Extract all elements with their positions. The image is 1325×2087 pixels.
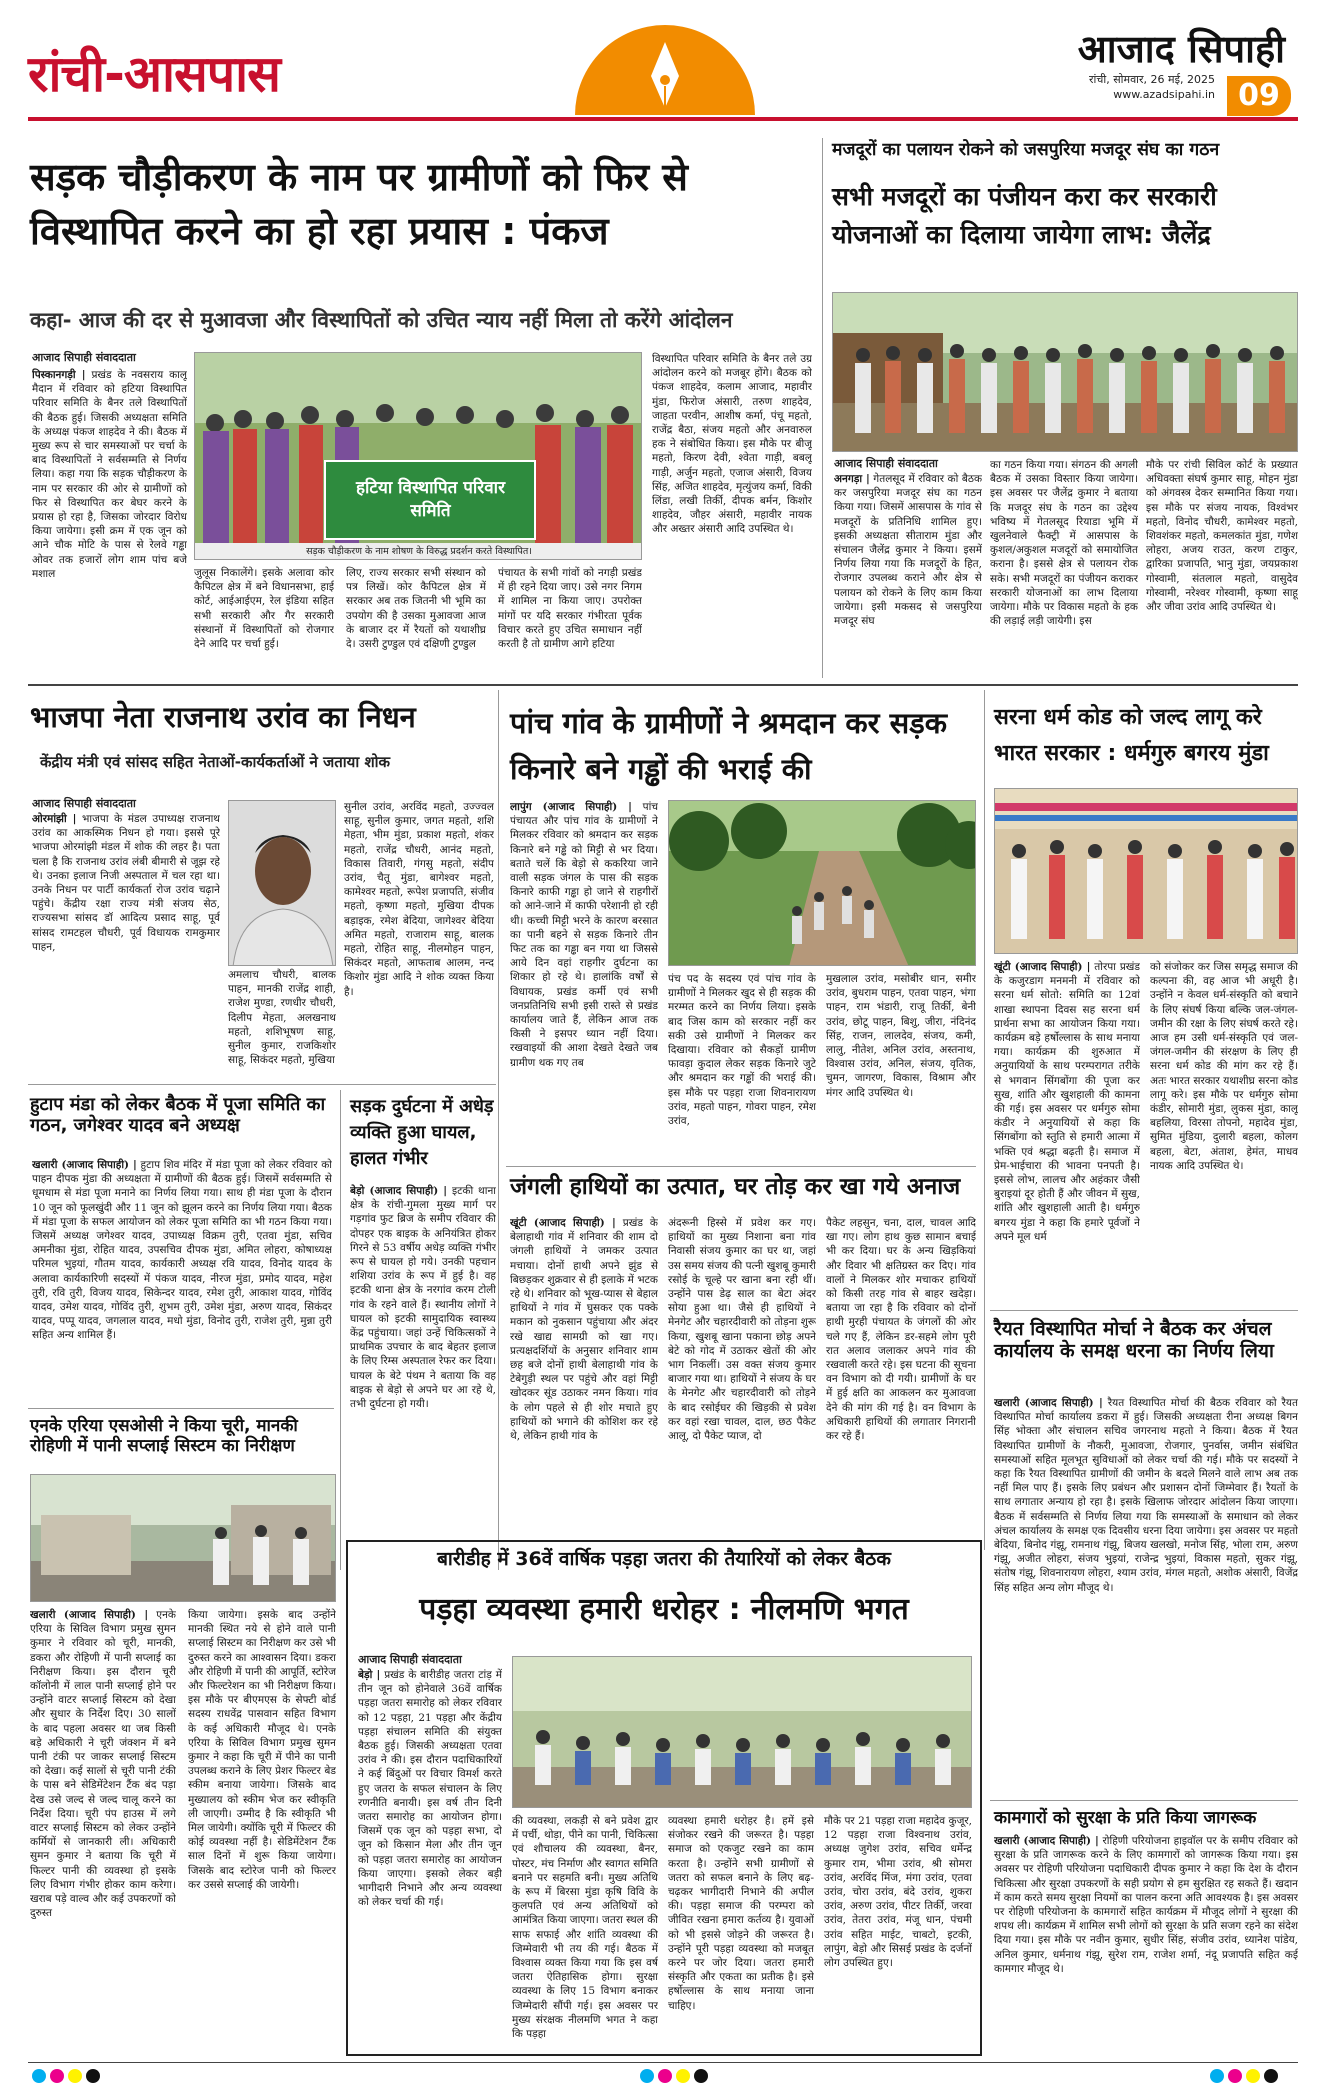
lead-photo-caption: सड़क चौड़ीकरण के नाम शोषण के विरुद्ध प्रदर्शन करते विस्थापित।: [195, 543, 642, 560]
shramdaan-column-1: [510, 800, 658, 1160]
lead-column-3: लिए, राज्य सरकार सभी संस्थान को पत्र लिखें। कोर कैपिटल क्षेत्र में सरकार अब तक जितनी भी भूमि का उपयोग की है उसका मुआवजा आज के बाजार दर में रैयतों को यथाशीघ्र दे। उसरी टुण्डुल एवं दक्षिणी टुण्डुल: [346, 567, 486, 651]
divider: [28, 1408, 334, 1409]
puja-headline: हुटाप मंडा को लेकर बैठक में पूजा समिति का गठन, जगेश्वर यादव बने अध्यक्ष: [30, 1094, 326, 1137]
labour-kicker: मजदूरों का पलायन रोकने को जसपुरिया मजदूर संघ का गठन: [832, 140, 1220, 160]
divider: [990, 1310, 1298, 1311]
shramdaan-column-2: पंच पद के सदस्य एवं पांच गांव के ग्रामीणों ने मिलकर खुद से ही सड़क की मरम्मत करने का निर्णय लिया। इसके बाद जिस काम को सरकार नहीं कर सकी उसे ग्रामीणों ने मिलकर कर दिखाया। रविवार को सैकड़ों ग्रामीण फावड़ा कुदाल लेकर सड़क किनारे जुटे और श्रमदान कर गड्ढों की भराई की। इस मौके पर पड़हा राजा शिवनारायण उरांव, महतो पाहन, गोवरा पाहन, रमेश उरांव,: [668, 973, 816, 1128]
obituary-byline: आजाद सिपाही संवाददाता: [32, 797, 136, 810]
jatra-dateline: बेड़ो |: [358, 1669, 381, 1681]
jatra-headline: पड़हा व्यवस्था हमारी धरोहर : नीलमणि भगत: [419, 1592, 909, 1627]
security-dateline: खलारी (आजाद सिपाही) |: [994, 1835, 1099, 1847]
labour-column-3: मौके पर रांची सिविल कोर्ट के प्रख्यात अधिवक्ता संघर्ष कुमार साहू, मोहन मुंडा को अंगवस्त्र देकर सम्मानित किया गया। इस मौके पर संजय नायक, विश्वंभर महतो, विनोद चौधरी, कामेश्वर महतो, शिवशंकर महतो, कमलकांत मुंडा, गणेश लोहरा, अजय राउत, करण टाकुर, द्वारिका प्रजापति, भानु मुंडा, जयप्रकाश गोस्वामी, संतलाल महतो, वासुदेव गोस्वामी, नरेश्वर गोस्वामी, कृष्णा साहू और जीवा उरांव आदि उपस्थित थे।: [1146, 459, 1298, 614]
elephant-column-1-text: प्रखंड के बेलाहाथी गांव में शनिवार की शाम दो जंगली हाथियों ने जमकर उत्पात मचाया। दोनों हाथी अपने झुंड से बिछड़कर शुक्रवार से ही इलाके में भटक रहे थे। शनिवार को भूख-प्यास से बेहाल हाथियों ने गांव में घुसकर एक पक्के मकान को नुकसान पहुंचाया और अंदर रखे खाद्य सामग्री को खा गए। प्रत्यक्षदर्शियों के अनुसार शनिवार शाम छह बजे दोनों हाथी बेलाहाथी गांव के टेबेगुड़ी स्थल पर पहुंचे और वहां मिट्टी खोदकर सूंड उठाकर नमन किया। गांव के लोग पहले से ही शोर मचाते हुए हाथियों को भगाने की कोशिश कर रहे थे, लेकिन हाथी गांव के: [510, 1217, 658, 1443]
accident-body: [350, 1184, 496, 1570]
lead-column-1: [32, 368, 187, 674]
issue-date: रांची, सोमवार, 26 मई, 2025: [1089, 73, 1215, 86]
jatra-column-2: की व्यवस्था, लकड़ी से बने प्रवेश द्वार में पर्ची, थोड़ा, पीने का पानी, चिकित्सा एवं शौचालय की व्यवस्था, बैनर, पोस्टर, मंच निर्माण और स्वागत समिति बनाने पर सहमति बनी। मुख्य अतिथि के रूप में बिरसा मुंडा कृषि विवि के कुलपति एवं अन्य अतिथियों को आमंत्रित किया जाएगा। जतरा स्थल की साफ सफाई और शांति व्यवस्था की जिम्मेवारी भी तय की गई। बैठक में विश्वास व्यक्त किया गया कि इस वर्ष जतरा ऐतिहासिक होगा। सुरक्षा व्यवस्था के लिए 15 विभाग बनाकर जिम्मेदारी सौंपी गई। इस अवसर पर मुख्य संरक्षक नीलमणि भगत ने कहा कि पड़हा: [512, 1815, 658, 2041]
labour-photo: [832, 292, 1298, 452]
sarna-dateline: खूंटी (आजाद सिपाही) |: [994, 961, 1091, 973]
dharna-dateline: खलारी (आजाद सिपाही) |: [994, 1397, 1103, 1409]
puja-body: [32, 1158, 332, 1398]
registration-marks-center: [640, 2068, 712, 2087]
shramdaan-headline: पांच गांव के ग्रामीणों ने श्रमदान कर सड़क किनारे बने गड्ढों की भराई की: [510, 706, 948, 786]
labour-byline: आजाद सिपाही संवाददाता: [834, 457, 938, 470]
elephant-column-3: पैकेट लहसुन, चना, दाल, चावल आदि खा गए। लोग हाथ कुछ सामान बचाई भी कर दिया। घर के अन्य खिड़कियां और दिवार भी क्षतिग्रस्त कर दिए। गांव वालों ने मिलकर शोर मचाकर हाथियों को किसी तरह गांव से बाहर खदेड़ा। बताया जा रहा है कि रविवार को दोनों हाथी मुरही पंचायत के जंगलों की ओर चले गए हैं, लेकिन डर-सहमे लोग पूरी रात अलाव जलाकर अपने गांव की रखवाली करते रहे। इस घटना की सूचना वन विभाग को दी गयी। ग्रामीणों के घर में हुई क्षति का आकलन कर मुआवजा देने की मांग की गई है। वन विभाग के अधिकारी हाथियों की लगातार निगरानी कर रहे हैं।: [826, 1217, 976, 1443]
lead-subhead: कहा- आज की दर से मुआवजा और विस्थापितों को उचित न्याय नहीं मिला तो करेंगे आंदोलन: [30, 308, 733, 332]
shramdaan-column-1-text: पांच पंचायत और पांच गांव के ग्रामीणों ने मिलकर रविवार को श्रमदान कर सड़क किनारे बने गड्ढे को मिट्टी से भर दिया। बताते चलें कि बेड़ो से ककरिया जाने वाली सड़क जंगल के पास की सड़क किनारे काफी गड्ढा हो जाने से राहगीरों को आने-जाने में काफी परेशानी हो रही थी। कच्ची मिट्टी भरने के कारण बरसात का पानी बहने से सड़क किनारे तीन फिट तक का गड्ढा बन गया था जिससे आये दिन वहां राहगीर दुर्घटना का शिकार हो रहे थे। हालांकि वर्षों से विधायक, प्रखंड कर्मी एवं सभी जनप्रतिनिधि सभी इसी रास्ते से प्रखंड कार्यालय जाते हैं, लेकिन आज तक किसी ने इसपर ध्यान नहीं दिया। रखवाइयों की आशा देखते देखते जब ग्रामीण थक गए तब: [510, 801, 658, 1069]
lead-banner-text: हटिया विस्थापित परिवार समिति: [355, 478, 506, 521]
lead-dateline: पिस्कानगड़ी |: [32, 369, 86, 381]
labour-column-2: का गठन किया गया। संगठन की अगली बैठक में उसका विस्तार किया जायेगा। इस अवसर पर जैलेंद्र कुमार ने बताया कि मजदूर संघ के गठन का उद्देश्य भविष्य में गेतलसूद रियाडा भूमि में खुलनेवाले फैक्ट्री में आसपास के कुशल/अकुशल मजदूरों को समायोजित कराना है। इससे क्षेत्र से पलायन रोक सके। सभी मजदूरों का पंजीयन कराकर सरकारी योजनाओं का लाभ दिलाया जायेगा। मौके पर विकास महतो के हक की लड़ाई लड़ी जायेगी। इस: [990, 459, 1138, 628]
accident-headline: सड़क दुर्घटना में अधेड़ व्यक्ति हुआ घायल, हालत गंभीर: [350, 1096, 494, 1169]
page-number: 09: [1227, 76, 1291, 116]
obituary-headline: भाजपा नेता राजनाथ उरांव का निधन: [30, 700, 416, 734]
jatra-byline: आजाद सिपाही संवाददाता: [358, 1653, 462, 1666]
jatra-column-4: मौके पर 21 पड़हा राजा महादेव कुजूर, 12 पड़हा राजा विश्वनाथ उरांव, अध्यक्ष जुगेश उरांव, सचिव धर्मेन्द्र कुमार राम, भीमा उरांव, श्री सोमरा उरांव, अरविंद मिंज, मंगा उरांव, एतवा उरांव, चोरा उरांव, बंदे उरांव, शुकरा उरांव, अरुण उरांव, पीटर तिर्की, जरवा उरांव, तेतरा उरांव, मंजू धान, पंचमी उरांव सहित माईट, चाबटो, इटकी, लापुंग, बेड़ो और सिसई प्रखंड के दर्जनों लोग उपस्थित हुए।: [824, 1815, 972, 1970]
lead-column-1-text: प्रखंड के नवसराय कालू मैदान में रविवार को हटिया विस्थापित परिवार समिति के बैनर तले विस्थापितों की बैठक हुई। जिसकी अध्यक्षता समिति के अध्यक्ष पंकज शाहदेव ने की। बैठक में मुख्य रूप से चार समस्याओं पर चर्चा के बाद विस्थापितों ने सर्वसम्मति से निर्णय लिया। कहा गया कि सड़क चौड़ीकरण के नाम पर सरकार की ओर से ग्रामीणों को फिर से विस्थापित कर बेघर करने के प्रयास हो रहा है, जिसका जोरदार विरोध किया जायेगा। इसी क्रम में एक जून को आने चौक मोटि के पास से रेलवे गड्ढा ओवर तक हजारों लोग शाम पांच बजे मशाल: [32, 369, 187, 580]
sarna-column-1-text: तोरपा प्रखंड के कजुरडाग मनमनी में रविवार को सरना धर्म सोतो: समिति का 12वां शाखा स्थापना दिवस सह सरना धर्म प्रार्थना सभा का आयोजन किया गया। कार्यक्रम बड़े हर्षोल्लास के साथ मनाया गया। कार्यक्रम की शुरुआत में अनुयायियों के साथ परम्परागत तरीके से भगवान सिंगबोंगा की पूजा कर सुख, शांति और खुशहाली की कामना की गई। इस अवसर पर धर्मगुरु सोमा कंडीर ने अनुयायियों से कहा कि सिंगबोंगा को स्तुति से हमारी आत्मा में भक्ति एवं श्रद्धा बढ़ती है। समाज में प्रेम-भाईचारा की भावना पनपती है। इससे लोभ, लालच और अहंकार जैसी बुराइयां दूर होती हैं और जीवन में सुख, शांति और खुशहाली आती है। धर्मगुरु बगरय मुंडा ने कहा कि हमारे पूर्वजों ने अपने मूल धर्म: [994, 961, 1140, 1243]
jatra-column-3: व्यवस्था हमारी धरोहर है। हमें इसे संजोकर रखने की जरूरत है। पड़हा समाज को एकजुट रखने का काम करता है। उन्होंने सभी ग्रामीणों से जतरा को सफल बनाने के लिए बढ़-चढ़कर भागीदारी निभाने की अपील की। पड़हा समाज की परम्परा को जीवित रखना हमारा कर्तव्य है। युवाओं को भी इससे जोड़ने की जरूरत है। उन्होंने पूरी पड़हा व्यवस्था को मजबूत करने पर जोर दिया। जतरा हमारी संस्कृति और एकता का प्रतीक है। इसे हर्षोल्लास के साथ मनाया जाना चाहिए।: [668, 1815, 814, 2012]
obituary-column-1-text: भाजपा के मंडल उपाध्यक्ष राजनाथ उरांव का आकस्मिक निधन हो गया। इससे पूरे भाजपा ओरमांझी मंडल में शोक की लहर है। पता चला है कि राजनाथ उरांव लंबी बीमारी से जूझ रहे थे। उनका इलाज निजी अस्पताल में चल रहा था। उनके निधन पर पार्टी कार्यकर्ता रोज उरांव चढ़ाने पहुंचे। केंद्रीय रक्षा राज्य मंत्री संजय सेठ, राज्यसभा सांसद डॉ आदित्य प्रसाद साहू, पूर्व सांसद रामटहल चौधरी, पूर्व विधायक रामकुमार पाहन,: [32, 813, 220, 953]
lead-byline: आजाद सिपाही संवाददाता: [32, 351, 136, 364]
obituary-photo-caption: अमलाच चौधरी, बालक पाहन, मानकी राजेंद्र शाही, राजेश मुण्डा, रणधीर चौधरी, दिलीप मेहता, अलखनाथ महतो, शशिभूषण साहू, सुनील कुमार, राजकिशोर साहू, सिकंदर महतो, मुखिया: [228, 969, 336, 1067]
registration-marks-left: [32, 2068, 104, 2087]
divider: [498, 690, 499, 1570]
accident-dateline: बेड़ो (आजाद सिपाही) |: [350, 1185, 448, 1197]
puja-dateline: खलारी (आजाद सिपाही) |: [32, 1159, 137, 1171]
security-body: [994, 1834, 1298, 2054]
security-body-text: रोहिणी परियोजना हाइवॉल पर के समीप रविवार को सुरक्षा के प्रति जागरूक करने के लिए कामगारों को जागरूक किया गया। इस अवसर पर रोहिणी परियोजना पदाधिकारी दीपक कुमार ने कहा कि देश के दौरान चिकित्सा और सुरक्षा उपकरणों के सही प्रयोग से हम सुरक्षित रह सकते हैं। खदान में काम करते समय सुरक्षा नियमों का पालन करना अति आवश्यक है। इस अवसर पर रोहिणी परियोजना के कामगारों सहित कार्यक्रम में मौजूद लोगों ने सुरक्षा की शपथ ली। कार्यक्रम में शामिल सभी लोगों को सुरक्षा के प्रति सजग रहने का संदेश दिया गया। इस मौके पर नवीन कुमार, सुधीर सिंह, संजीव उरांव, ध्यानेश पांडेय, अनिल कुमार, धर्मनाथ गंझू, सुरेश राम, राजेश शर्मा, नंदू प्रजापति सहित कई कामगार मौजूद थे।: [994, 1835, 1298, 1975]
lead-photo: [194, 352, 642, 560]
labour-headline: सभी मजदूरों का पंजीयन करा कर सरकारी योजनाओं का दिलाया जायेगा लाभ: जैलेंद्र: [832, 182, 1217, 249]
lead-column-4: पंचायत के सभी गांवों को नगड़ी प्रखंड में ही रहने दिया जाए। उसे नगर निगम में शामिल ना किया जाए। उपरोक्त मांगों पर यदि सरकार गंभीरता पूर्वक विचार करते हुए उचित समाधान नहीं करती है तो ग्रामीण आगे हटिया: [498, 567, 642, 651]
elephant-column-2: अंदरूनी हिस्से में प्रवेश कर गए। हाथियों का मुख्य निशाना बना गांव निवासी संजय कुमार का घर था, जहां उस समय संजय की पत्नी खुशबू कुमारी रसोई के चूल्हे पर खाना बना रही थीं। उन्होंने पास डेढ़ साल का बेटा अंदर सोया हुआ था। जैसे ही हाथियों ने मेनगेट और चहारदीवारी को तोड़ना शुरू किया, खुशबू खाना पकाना छोड़ अपने बेटे को गोद में उठाकर खेतों की ओर भाग निकलीं। उस वक्त संजय कुमार बाजार गया था। हाथियों ने संजय के घर के मेनगेट और चहारदीवारी को तोड़ने के बाद रसोईघर की खिड़की से प्रवेश कर वहां रखा चावल, दाल, छठ पैकेट आलू, दो पैकेट प्याज, दो: [668, 1217, 816, 1443]
divider: [984, 690, 985, 1550]
elephant-column-1: [510, 1216, 658, 1528]
jatra-column-1: [358, 1668, 502, 2048]
obituary-dateline: ओरमांझी |: [32, 813, 77, 825]
masthead-rule: [28, 117, 1298, 121]
elephant-headline: जंगली हाथियों का उत्पात, घर तोड़ कर खा गये अनाज: [510, 1174, 961, 1200]
shramdaan-dateline: लापुंग (आजाद सिपाही) |: [510, 801, 632, 813]
lead-headline: सड़क चौड़ीकरण के नाम पर ग्रामीणों को फिर से विस्थापित करने का हो रहा प्रयास : पंकज: [30, 155, 688, 253]
masthead-emblem: [575, 20, 755, 115]
labour-column-1-text: गेतलसूद में रविवार को बैठक कर जसपुरिया मजदूर संघ का गठन किया गया। जिसमें आसपास के गांव से मजदूरों के प्रतिनिधि शामिल हुए। इसकी अध्यक्षता सीताराम मुंडा और संचालन जैलेंद्र कुमार ने किया। इसमें निर्णय लिया गया कि मजदूरों के हित, रोजगार उपलब्ध कराने और क्षेत्र से पलायन को रोकने के लिए काम किया जायेगा। इसी मकसद से जसपुरिया मजदूर संघ: [834, 473, 982, 628]
shramdaan-column-3: मुखलाल उरांव, मसोबीर धान, समीर उरांव, बुधराम पाहन, एतवा पाहन, भंगा पाहन, राम भंडारी, राजू तिर्की, बेनी उरांव, छोटू पाहन, बिशु, जीरा, नंदिनंद सिंह, राजन, लालदेव, संजय, कमी, लालु, नीतेश, अनिल उरांव, अस्तनाथ, विश्वास उरांव, अनिल, संजय, वृतिक, चुमन, जागरण, विकास, विश्राम और मंगर आदि उपस्थित थे।: [826, 973, 976, 1099]
divider: [990, 1800, 1298, 1801]
dharna-body-text: रैयत विस्थापित मोर्चा की बैठक रविवार को रैयत विस्थापित मोर्चा कार्यालय डकरा में हुई। जिसकी अध्यक्षता रीना अध्यक्ष बिगन सिंह भोक्ता और संचालन सचिव जगरनाथ महतो ने किया। बैठक में रैयत विस्थापित ग्रामीणों के नौकरी, मुआवजा, रोजगार, पुनर्वास, जमीन संबंधित समस्याओं सहित मूलभूत सुविधाओं को लेकर चर्चा की गई। मौके पर सदस्यों ने कहा कि रैयत विस्थापित ग्रामीणों की जमीन के बदले मिलने वाले लाभ अब तक नहीं मिल पाए हैं। इसके लिए प्रबंधन और प्रशासन दोनों जिम्मेवार हैं। रैयतों के साथ लगातार अन्याय हो रहा है। इसके खिलाफ जोरदार आंदोलन किया जाएगा। बैठक में सर्वसम्मति से निर्णय लिया गया कि समस्याओं के समाधान को लेकर अंचल कार्यालय के समक्ष एक दिवसीय धरना दिया जायेगा। इस अवसर पर महतो बेदिया, बिनोद गंझू, रामनाथ गंझू, बिजय खलखो, मनोज सिंह, भोला राम, अरुण गंझू, अजीत लोहरा, संजय भुइयां, राजेन्द्र भुइयां, विकास महतो, सुकर गंझू, संतोष गंझू, शिवनारायण लोहरा, श्याम उरांव, मंगल महतो, अशोक अंसारी, विजेंद्र सिंह सहित अन्य लोग मौजूद थे।: [994, 1397, 1298, 1594]
divider: [506, 1166, 976, 1167]
sarna-column-1: [994, 960, 1140, 1304]
divider: [28, 1084, 496, 1085]
accident-body-text: इटकी थाना क्षेत्र के रांची-गुमला मुख्य मार्ग पर गड़गांव फुट ब्रिज के समीप रविवार की दोपहर एक बाइक के अनियंत्रित होकर गिरने से 53 वर्षीय अधेड़ व्यक्ति गंभीर रूप से घायल हो गये। उनकी पहचान शशिया उरांव के रूप में हुई है। वह इटकी थाना क्षेत्र के नरगांव करम टोली गांव के रहने वाले हैं। स्थानीय लोगों ने घायल को इटकी सामुदायिक स्वास्थ्य केंद्र पहुंचाया। जहां उन्हें चिकित्सकों ने प्राथमिक उपचार के बाद बेहतर इलाज के लिए रिम्स अस्पताल रेफर कर दिया। घायल के बेटे पंथम ने बताया कि वह बाइक से बेड़ो से अपने घर आ रहे थे, तभी दुर्घटना हो गयी।: [350, 1185, 496, 1411]
elephant-dateline: खूंटी (आजाद सिपाही) |: [510, 1217, 616, 1229]
labour-dateline: अनगड़ा |: [834, 473, 870, 485]
puja-body-text: हुटाप शिव मंदिर में मंडा पूजा को लेकर रविवार को पाहन दीपक मुंडा की अध्यक्षता में ग्रामीणों की बैठक हुई। जिसमें सर्वसम्मति से धूमधाम से मंडा पूजा मनाने का निर्णय लिया गया। साथ ही मंडा पूजा के दौरान 10 जून को फूलखुंदी और 11 जून को झूलन करने का निर्णय लिया गया। बैठक में मंडा पूजा के सफल आयोजन को लेकर पूजा समिति का भी गठन किया गया। जिसमें अध्यक्ष जगेश्वर यादव, उपाध्यक्ष विक्रम तुरी, एतवा मुंडा, सचिव अमनीका मुंडा, रोहित यादव, उपसचिव दीपक मुंडा, अमित लोहरा, कोषाध्यक्ष परिमल भुइयां, गौतम यादव, कार्यकारी अध्यक्ष रवि यादव, विनोद यादव के अलावा कार्यकारिणी सदस्यों में पंकज यादव, नीरज मुंडा, प्रमोद यादव, महेश तुरी, रवि तुरी, विजय यादव, सिकेन्दर यादव, रमेश तुरी, आकाश यादव, गोविंद यादव, उमेश यादव, गोविंद तुरी, शुभम तुरी, उमेश मुंडा, अरुण यादव, सिकंदर यादव, पप्पू यादव, जगलाल यादव, मधो मुंडा, विनोद तुरी, राजेश तुरी, मुन्ना तुरी सहित अन्य शामिल हैं।: [32, 1159, 332, 1342]
brand-logo: आजाद सिपाही: [1077, 26, 1285, 71]
obituary-column-2: सुनील उरांव, अरविंद महतो, उज्ज्वल साहू, सुनील कुमार, जगत महतो, शशि मेहता, भीम मुंडा, प्रकाश महतो, शंकर महतो, राजेंद्र चौधरी, आनंद महतो, विकास तिवारी, गंगसु महतो, संदीप उरांव, चैतू मुंडा, बागेश्वर महतो, कामेश्वर महतो, रूपेश प्रजापति, संजीव महतो, कृष्णा महतो, मुखिया दीपक बड़ाइक, रमेश बेदिया, जागेश्वर बेदिया अमित महतो, राजाराम साहू, बालक महतो, रोहित साहू, नीलमोहन पाहन, सिकंदर महतो, आफताब आलम, नन्द किशोर मुंडा आदि ने शोक व्यक्त किया है।: [344, 801, 494, 998]
dharna-body: [994, 1396, 1298, 1796]
divider: [340, 1090, 341, 1570]
site-url[interactable]: www.azadsipahi.in: [1113, 88, 1215, 101]
water-dateline: खलारी (आजाद सिपाही) |: [30, 1609, 149, 1621]
divider: [822, 138, 823, 678]
sarna-photo: [994, 788, 1298, 954]
dharna-headline: रैयत विस्थापित मोर्चा ने बैठक कर अंचल कार्यालय के समक्ष धरना का निर्णय लिया: [994, 1318, 1274, 1363]
obituary-portrait: [228, 800, 336, 966]
water-headline: एनके एरिया एसओसी ने किया चूरी, मानकी रोहिणी में पानी सप्लाई सिस्टम का निरीक्षण: [30, 1416, 298, 1457]
sarna-column-2: को संजोकर कर जिस समृद्ध समाज की कल्पना की, वह आज भी अधूरी है। उन्होंने न केवल धर्म-संस्कृति को बचाने के लिए संघर्ष किया बल्कि जल-जंगल-जमीन की रक्षा के लिए संघर्ष करते रहे। आज हम उसी धर्म-संस्कृति एवं जल-जंगल-जमीन की संरक्षण के लिए ही सरना धर्म कोड की मांग कर रहे हैं। अतः भारत सरकार यथाशीघ्र सरना कोड लागू करे। इस मौके पर धर्मगुरु सोमा कंडीर, सोमारी मुंडा, लुकस मुंडा, कालू बहलिया, विरसा तोपनो, महादेव मुंडा, सुमित मुंडिया, दुलारी बहला, कोलग बहला, बेटा, अंताश, हेमंत, माधव नायक आदि उपस्थित थे।: [1150, 961, 1298, 1172]
sarna-headline: सरना धर्म कोड को जल्द लागू करे भारत सरकार : धर्मगुरु बगरय मुंडा: [994, 705, 1269, 766]
water-column-1-text: एनके एरिया के सिविल विभाग प्रमुख सुमन कुमार ने रविवार को चूरी, मानकी, डकरा और रोहिणी में पानी सप्लाई का निरीक्षण किया। इस दौरान चूरी कॉलोनी में लाल पानी सप्लाई होने पर उन्होंने वाटर सप्लाई सिस्टम को देखा और सुधार के निर्देश दिए। 30 सालों के बाद पहला अवसर था जब किसी बड़े अधिकारी ने चूरी जंक्शन में बने पानी टंकी पर जाकर सप्लाई सिस्टम को देखा। कई सालों से चूरी पानी टंकी के पास बने सेडिमेंटेशन टैंक बंद पड़ा देख उसे जल्द से जल्द चालू करने का निर्देश दिया। चूरी पंप हाउस में लगे वाटर सप्लाई सिस्टम को लेकर उन्होंने कर्मियों से जानकारी ली। अधिकारी सुमन कुमार ने बताया कि चूरी में फिल्टर पानी की व्यवस्था हो इसके लिए विभाग गंभीर होकर काम करेगा। खराब पड़े वाल्व और कई उपकरणों को दुरुस्त: [30, 1609, 176, 1920]
obituary-column-1: [32, 812, 220, 1076]
footer-rule: [28, 2062, 1298, 2063]
water-column-2: किया जायेगा। इसके बाद उन्होंने मानकी स्थित नये से होने वाले पानी सप्लाई सिस्टम का निरीक्षण कर उसे भी दुरुस्त करने का आश्वासन दिया। डकरा और रोहिणी में पानी की आपूर्ति, स्टोरेज और फिल्टरेशन का भी निरीक्षण किया। इस मौके पर बीएमएस के सेफ्टी बोर्ड सदस्य राधवेंद्र पासवान सहित विभाग के कई अधिकारी मौजूद थे। एनके एरिया के सिविल विभाग प्रमुख सुमन कुमार ने कहा कि चूरी में पीने का पानी उपलब्ध कराने के लिए प्रेशर फिल्टर बेड स्कीम बनाया जायेगा। जिसके बाद मुख्यालय को स्कीम भेज कर स्वीकृति ली जाएगी। उम्मीद है कि स्वीकृति भी मिल जायेगी। क्योंकि चूरी में फिल्टर की कोई व्यवस्था नहीं है। सेडिमेंटेशन टैंक साल दिनों में शुरू किया जायेगा। जिसके बाद स्टोरेज पानी को फिल्टर कर उससे सप्लाई की जायेगी।: [188, 1609, 336, 1891]
obituary-subhead: केंद्रीय मंत्री एवं सांसद सहित नेताओं-कार्यकर्ताओं ने जताया शोक: [40, 753, 391, 771]
lead-column-2: जुलूस निकालेंगे। इसके अलावा कोर कैपिटल क्षेत्र में बने विधानसभा, हाई कोर्ट, आईआईएम, रेल इंडिया सहित सभी सरकारी और गैर सरकारी संस्थानों में विस्थापितों को रोजगार देने आदि पर चर्चा हुई।: [194, 567, 334, 651]
water-photo: [30, 1474, 336, 1602]
water-column-1: [30, 1608, 176, 2054]
jatra-kicker: बारीडीह में 36वें वार्षिक पड़हा जतरा की तैयारियों को लेकर बैठक: [437, 1548, 891, 1570]
jatra-column-1-text: प्रखंड के बारीडीह जतरा टांड़ में तीन जून को होनेवाले 36वें वार्षिक पड़हा जतरा समारोह को लेकर रविवार को 12 पड़हा, 21 पड़हा और केंद्रीय पड़हा संचालन समिति की संयुक्त बैठक हुई। जिसकी अध्यक्षता एतवा उरांव ने की। इस दौरान पदाधिकारियों ने कई बिंदुओं पर विचार विमर्श करते हुए जतरा के सफल संचालन के लिए रणनीति बनायी। इस वर्ष तीन दिनी जतरा समारोह का आयोजन होगा। जिसमें एक जून को पड़हा सभा, दो जून को किसान मेला और तीन जून को पड़हा जतरा समारोह का आयोजन किया जाएगा। इसको लेकर बड़ी भागीदारी निभाने और अन्य व्यवस्था को लेकर चर्चा की गई।: [358, 1669, 502, 1909]
section-title: रांची-आसपास: [28, 45, 280, 103]
registration-marks-right: [1210, 2068, 1282, 2087]
section-rule: [28, 684, 1298, 686]
labour-column-1: [834, 472, 982, 678]
security-headline: कामगारों को सुरक्षा के प्रति किया जागरूक: [994, 1808, 1257, 1828]
lead-column-5: विस्थापित परिवार समिति के बैनर तले उग्र आंदोलन करने को मजबूर होंगे। बैठक को पंकज शाहदेव, कलाम आजाद, महावीर मुंडा, फिरोज अंसारी, तरुण शाहदेव, जाहता परवीन, आशीष कर्मा, पंचू महतो, राजेंद्र बैठा, संजय महतो और अनवारुल हक ने संबोधित किया। इस मौके पर बीजू महतो, किरण देवी, श्वेता गाड़ी, बबलू गाड़ी, अर्जुन महतो, एजाज अंसारी, विजय सिंह, अजित शाहदेव, मृत्युंजय कर्मा, विकी लिंडा, लखी तिर्की, दीपक बर्मन, किशोर शाहदेव, जौहर अंसारी, महावीर नायक और अख्तर अंसारी आदि उपस्थित थे।: [652, 353, 812, 536]
shramdaan-photo: [668, 800, 976, 966]
jatra-photo: [512, 1656, 972, 1808]
